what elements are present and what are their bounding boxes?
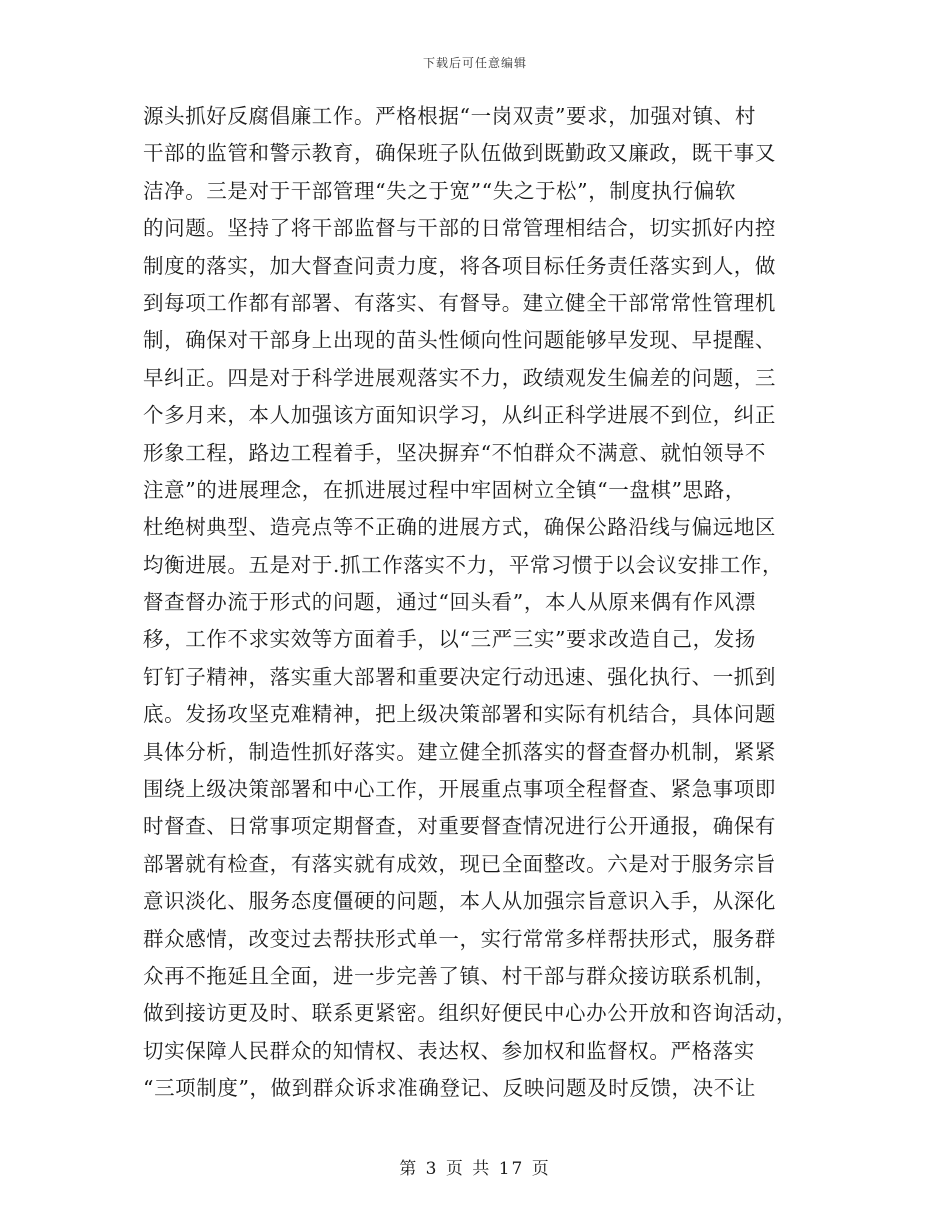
body-line: 做到接访更及时、联系更紧密。组织好便民中心办公开放和咨询活动， (143, 1001, 798, 1026)
body-line: 部署就有检查，有落实就有成效，现已全面整改。六是对于服务宗旨 (143, 851, 776, 876)
body-line: 底。发扬攻坚克难精神，把上级决策部署和实际有机结合，具体问题 (143, 702, 776, 727)
body-line: 切实保障人民群众的知情权、表达权、参加权和监督权。严格落实 (143, 1038, 755, 1063)
body-line: “三项制度”，做到群众诉求准确登记、反映问题及时反馈，决不让 (143, 1076, 756, 1101)
body-line: 洁净。三是对于干部管理“失之于宽”“失之于松”，制度执行偏软 (143, 178, 736, 203)
body-line: 众再不拖延且全面，进一步完善了镇、村干部与群众接访联系机制， (143, 963, 776, 988)
page-number: 第 3 页 共 17 页 (399, 1159, 551, 1179)
body-line: 制，确保对干部身上出现的苗头性倾向性问题能够早发现、早提醒、 (143, 328, 776, 353)
body-line: 源头抓好反腐倡廉工作。严格根据“一岗双责”要求，加强对镇、村 (143, 104, 756, 128)
body-line: 制度的落实，加大督查问责力度，将各项目标任务责任落实到人，做 (143, 253, 776, 278)
body-line: 的问题。坚持了将干部监督与干部的日常管理相结合，切实抓好内控 (143, 216, 776, 241)
body-line: 围绕上级决策部署和中心工作，开展重点事项全程督查、紧急事项即 (143, 777, 776, 802)
body-line: 早纠正。四是对于科学进展观落实不力，政绩观发生偏差的问题，三 (143, 365, 776, 390)
body-line: 具体分析，制造性抓好落实。建立健全抓落实的督查督办机制，紧紧 (143, 739, 776, 764)
page-header: 下载后可任意编辑 (422, 56, 527, 70)
body-line: 杜绝树典型、造亮点等不正确的进展方式，确保公路沿线与偏远地区 (143, 515, 776, 540)
body-line: 干部的监管和警示教育，确保班子队伍做到既勤政又廉政，既干事又 (143, 141, 776, 166)
body-line: 时督查、日常事项定期督查，对重要督查情况进行公开通报，确保有 (143, 814, 776, 839)
body-line: 到每项工作都有部署、有落实、有督导。建立健全干部常常性管理机 (143, 290, 776, 315)
body-line: 均衡进展。五是对于.抓工作落实不力，平常习惯于以会议安排工作， (143, 552, 784, 577)
body-line: 个多月来，本人加强该方面知识学习，从纠正科学进展不到位，纠正 (143, 403, 776, 428)
body-line: 形象工程，路边工程着手，坚决摒弃“不怕群众不满意、就怕领导不 (143, 440, 766, 465)
document-body (143, 98, 813, 1108)
body-line: 移，工作不求实效等方面着手，以“三严三实”要求改造自己，发扬 (143, 627, 756, 652)
body-line: 意识淡化、服务态度僵硬的问题，本人从加强宗旨意识入手，从深化 (143, 889, 776, 914)
body-line: 注意”的进展理念，在抓进展过程中牢固树立全镇“一盘棋”思路， (143, 477, 746, 502)
body-line: 群众感情，改变过去帮扶形式单一，实行常常多样帮扶形式，服务群 (143, 926, 776, 951)
body-line: 督查督办流于形式的问题，通过“回头看”，本人从原来偶有作风漂 (143, 590, 756, 615)
body-line: 钉钉子精神，落实重大部署和重要决定行动迅速、强化执行、一抓到 (143, 664, 776, 689)
